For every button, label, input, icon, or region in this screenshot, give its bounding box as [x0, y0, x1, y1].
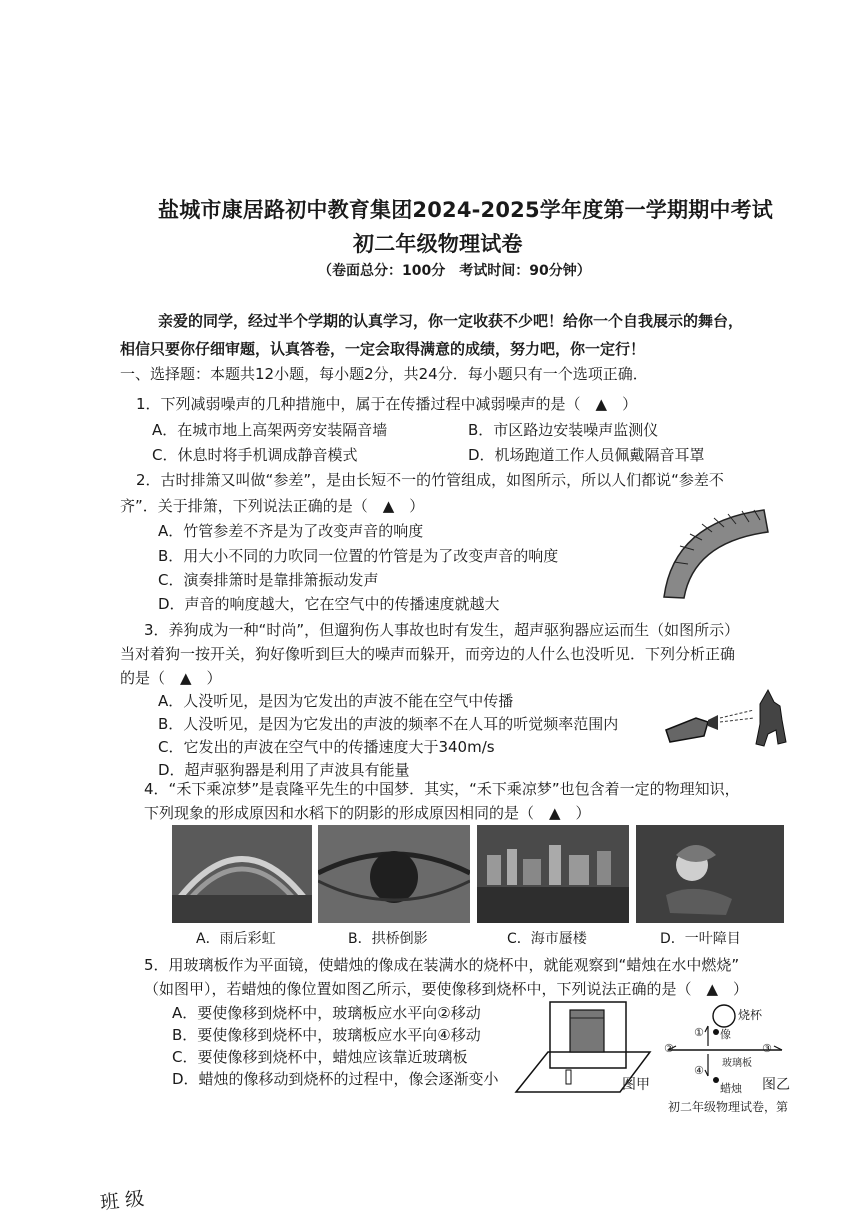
question-3-option-d: D．超声驱狗器是利用了声波具有能量	[158, 761, 410, 779]
question-5-option-b: B．要使像移到烧杯中，玻璃板应水平向④移动	[172, 1026, 481, 1044]
handwritten-class-note: 班 级	[99, 1187, 146, 1215]
intro-line-1: 亲爱的同学，经过半个学期的认真学习，你一定收获不少吧！给你一个自我展示的舞台，	[158, 312, 744, 330]
label-beaker: 烧杯	[738, 1008, 763, 1022]
label-glass: 玻璃板	[722, 1058, 752, 1069]
photo-bridge-reflection	[318, 825, 470, 923]
question-3-stem-1: 3．养狗成为一种“时尚”，但遛狗伤人事故也时有发生，超声驱狗器应运而生（如图所示）	[144, 621, 740, 639]
question-5-option-a: A．要使像移到烧杯中，玻璃板应水平向②移动	[172, 1004, 481, 1022]
question-1-option-c: C．休息时将手机调成静音模式	[152, 446, 358, 464]
caption-c: C．海市蜃楼	[507, 931, 587, 947]
question-5-stem-2: （如图甲），若蜡烛的像位置如图乙所示，要使像移到烧杯中，下列说法正确的是（ ▲ ）	[144, 980, 749, 998]
exam-info: （卷面总分：100分 考试时间：90分钟）	[318, 263, 591, 279]
photo-leaf	[636, 825, 784, 923]
question-1-option-d: D．机场跑道工作人员佩戴隔音耳罩	[468, 446, 705, 464]
label-n1-top: ①	[694, 1026, 704, 1039]
question-3-stem-3: 的是（ ▲ ）	[120, 669, 222, 687]
label-candle: 蜡烛	[720, 1082, 742, 1095]
panpipe-figure	[654, 502, 774, 602]
question-3-option-b: B．人没听见，是因为它发出的声波的频率不在人耳的听觉频率范围内	[158, 715, 619, 733]
caption-a: A．雨后彩虹	[196, 931, 276, 947]
question-3-option-a: A．人没听见，是因为它发出的声波不能在空气中传播	[158, 692, 514, 710]
question-2-option-c: C．演奏排箫时是靠排箫振动发声	[158, 571, 379, 589]
question-1-option-a: A．在城市地上高架两旁安装隔音墙	[152, 421, 388, 439]
photo-rainbow	[172, 825, 312, 923]
question-4-stem-2: 下列现象的形成原因和水稻下的阴影的形成原因相同的是（ ▲ ）	[144, 804, 591, 822]
caption-b: B．拱桥倒影	[348, 931, 428, 947]
label-image: 像	[720, 1028, 731, 1041]
question-2-stem-1: 2．古时排箫又叫做“参差”，是由长短不一的竹管组成，如图所示，所以人们都说“参差不	[136, 471, 724, 489]
question-2-stem-2: 齐”．关于排箫，下列说法正确的是（ ▲ ）	[120, 497, 425, 515]
figure-jia-label: 图甲	[622, 1077, 650, 1093]
caption-d: D．一叶障目	[660, 931, 741, 947]
exam-title: 盐城市康居路初中教育集团2024-2025学年度第一学期期中考试	[158, 198, 774, 222]
question-3-stem-2: 当对着狗一按开关，狗好像听到巨大的噪声而躲开，而旁边的人什么也没听见．下列分析正确	[120, 645, 736, 663]
question-2-option-b: B．用大小不同的力吹同一位置的竹管是为了改变声音的响度	[158, 547, 559, 565]
question-3-option-c: C．它发出的声波在空气中的传播速度大于340m/s	[158, 738, 495, 756]
label-n3: ③	[762, 1042, 772, 1055]
dog-repeller-figure	[656, 680, 796, 760]
label-n4: ④	[694, 1064, 704, 1077]
page-footer: 初二年级物理试卷，第	[668, 1100, 789, 1114]
question-5-option-c: C．要使像移到烧杯中，蜡烛应该靠近玻璃板	[172, 1048, 468, 1066]
figure-yi-label: 图乙	[762, 1077, 790, 1093]
photo-mirage	[477, 825, 629, 923]
question-5-option-d: D．蜡烛的像移动到烧杯的过程中，像会逐渐变小	[172, 1070, 499, 1088]
question-5-stem-1: 5．用玻璃板作为平面镜，使蜡烛的像成在装满水的烧杯中，就能观察到“蜡烛在水中燃烧”	[144, 956, 740, 974]
intro-line-2: 相信只要你仔细审题，认真答卷，一定会取得满意的成绩，努力吧，你一定行！	[120, 340, 646, 358]
label-n2: ②	[664, 1042, 674, 1055]
question-4-stem-1: 4．“禾下乘凉梦”是袁隆平先生的中国梦．其实，“禾下乘凉梦”也包含着一定的物理知识，	[144, 780, 740, 798]
question-2-option-a: A．竹管参差不齐是为了改变声音的响度	[158, 522, 424, 540]
question-2-option-d: D．声音的响度越大，它在空气中的传播速度就越大	[158, 595, 500, 613]
question-1-stem: 1．下列减弱噪声的几种措施中，属于在传播过程中减弱噪声的是（ ▲ ）	[136, 395, 638, 413]
exam-subtitle: 初二年级物理试卷	[353, 232, 523, 256]
question-1-option-b: B．市区路边安装噪声监测仪	[468, 421, 659, 439]
section-heading: 一、选择题：本题共12小题，每小题2分，共24分．每小题只有一个选项正确．	[120, 365, 648, 383]
